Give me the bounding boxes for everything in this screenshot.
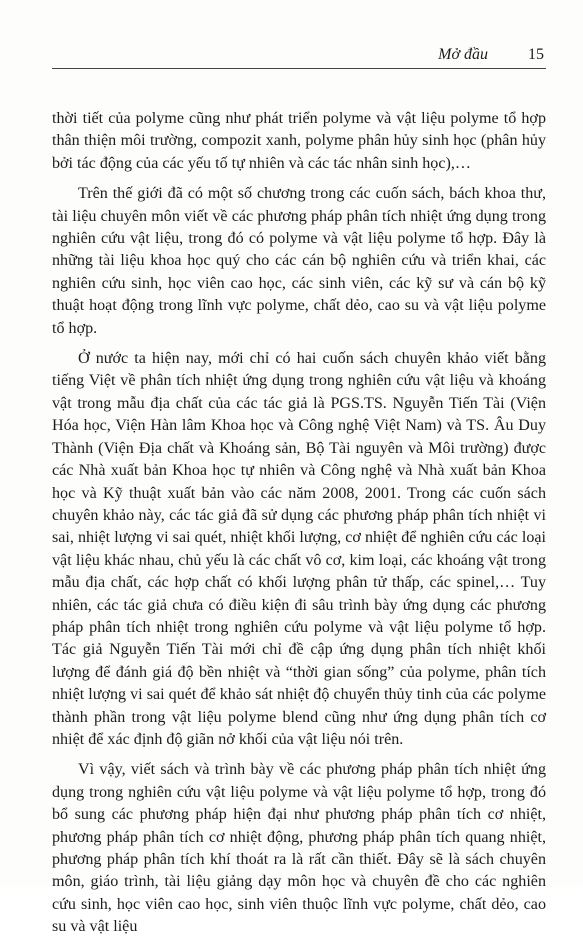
paragraph-world-literature: Trên thế giới đã có một số chương trong các cuốn sách, bách khoa thư, tài liệu chuyên môn viết về các phương pháp phân tích nhiệt ứng dụng trong nghiên cứu vật liệu, trong đó có polyme và vật liệu polyme tổ hợp. Đây là những tài liệu khoa học quý cho các cán bộ nghiên cứu và triển khai, các nghiên cứu sinh, học viên cao học, các sinh viên, các kỹ sư và cán bộ kỹ thuật hoạt động trong lĩnh vực polyme, chất dẻo, cao su và vật liệu polyme tổ hợp. bbox=[52, 185, 546, 337]
section-title: Mở đầu bbox=[438, 46, 488, 63]
page-number: 15 bbox=[528, 46, 544, 63]
body-text bbox=[52, 108, 546, 947]
running-header bbox=[52, 42, 546, 69]
paragraph-vietnam-literature: Ở nước ta hiện nay, mới chỉ có hai cuốn sách chuyên khảo viết bằng tiếng Việt về phân tích nhiệt ứng dụng trong nghiên cứu vật liệu và khoáng vật trong mẫu địa chất của các tác giả là PGS.TS. Nguyễn Tiến Tài (Viện Hóa học, Viện Hàn lâm Khoa học và Công nghệ Việt Nam) và TS. Âu Duy Thành (Viện Địa chất và Khoáng sản, Bộ Tài nguyên và Môi trường) được các Nhà xuất bản Khoa học tự nhiên và Công nghệ và Nhà xuất bản Khoa học và Kỹ thuật xuất bản vào các năm 2008, 2001. Trong các cuốn sách chuyên khảo này, các tác giả đã sử dụng các phương pháp phân tích nhiệt vi sai, nhiệt lượng vi sai quét, nhiệt khối lượng, cơ nhiệt để nghiên cứu các loại vật liệu khác nhau, chủ yếu là các chất vô cơ, kim loại, các khoáng vật trong mẫu địa chất, các hợp chất có khối lượng phân tử thấp, các spinel,… Tuy nhiên, các tác giả chưa có điều kiện đi sâu trình bày ứng dụng các phương pháp phân tích nhiệt trong nghiên cứu polyme và vật liệu polyme tổ hợp. Tác giả Nguyễn Tiến Tài mới chỉ đề cập ứng dụng phân tích nhiệt khối lượng để đánh giá độ bền nhiệt và “thời gian sống” của polyme, phân tích nhiệt lượng vi sai quét để khảo sát nhiệt độ chuyển thủy tinh của các polyme thành phần trong vật liệu polyme blend cũng như ứng dụng phân tích cơ nhiệt để xác định độ giãn nở khối của vật liệu nói trên. bbox=[52, 350, 546, 748]
paragraph-motivation: Vì vậy, viết sách và trình bày về các phương pháp phân tích nhiệt ứng dụng trong nghiên cứu vật liệu polyme và vật liệu polyme tổ hợp, trong đó bổ sung các phương pháp hiện đại như phương pháp phân tích cơ nhiệt, phương pháp phân tích cơ nhiệt động, phương pháp phân tích quang nhiệt, phương pháp phân tích khí thoát ra là rất cần thiết. Đây sẽ là sách chuyên môn, giáo trình, tài liệu giảng dạy môn học và chuyên đề cho các nghiên cứu sinh, học viên cao học, sinh viên thuộc lĩnh vực polyme, chất dẻo, cao su và vật liệu bbox=[52, 761, 546, 936]
paragraph-continued: thời tiết của polyme cũng như phát triển polyme và vật liệu polyme tổ hợp thân thiện môi trường, compozit xanh, polyme phân hủy sinh học (phân hủy bởi tác động của các yếu tố tự nhiên và các tác nhân sinh học),… bbox=[52, 110, 546, 172]
